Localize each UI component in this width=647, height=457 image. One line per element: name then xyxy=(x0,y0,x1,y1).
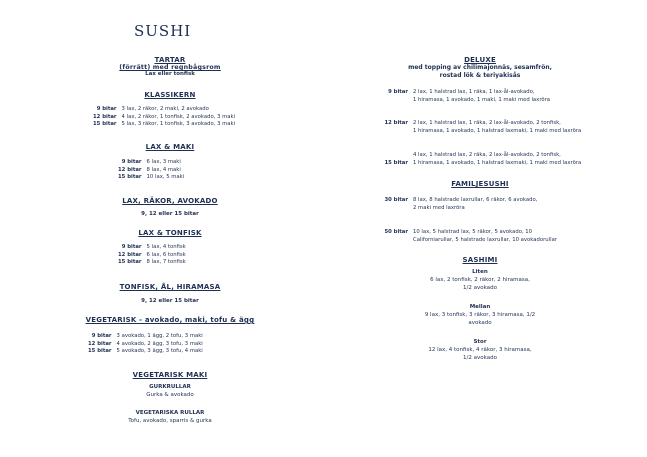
sashimi-size-name: Liten xyxy=(472,269,488,275)
tartar-heading: TARTAR xyxy=(154,56,186,64)
deluxe-12-row xyxy=(372,120,581,135)
sashimi-size-desc: 12 lax, 4 tonfisk, 4 räkor, 3 hiramasa, xyxy=(428,347,532,353)
section-lax-rakor xyxy=(70,197,270,217)
familje-50-row xyxy=(372,229,557,244)
lax-tonfisk-table xyxy=(118,244,186,267)
section-lax-tonfisk xyxy=(70,229,270,237)
sashimi-size-desc: 1/2 avokado xyxy=(463,285,497,291)
familje-30-row xyxy=(372,197,537,212)
section-lax-maki xyxy=(70,143,270,151)
tartar-subheading: (förrätt) med regnbågsrom xyxy=(119,64,221,71)
veg-maki-item-name: GURKRULLAR xyxy=(149,384,191,390)
sashimi-size-desc: 9 lax, 3 tonfisk, 3 räkor, 3 hiramasa, 1/2 xyxy=(424,312,536,318)
tonfisk-al-heading: TONFISK, ÅL, HIRAMASA xyxy=(119,283,221,291)
table-row: 12 bitar 6 lax, 6 tonfisk xyxy=(118,251,186,258)
tonfisk-al-sizes: 9, 12 eller 15 bitar xyxy=(141,298,199,304)
table-row: 50 bitar 10 lax, 5 halstrad lax, 5 räkor, 5 avokado, 10 Californiarullar, 5 halstrade laxrullar, 10 avokadorullar xyxy=(384,229,558,243)
table-row: 9 bitar 3 avokado, 1 ägg, 2 tofu, 3 maki xyxy=(91,333,203,339)
section-familjesushi xyxy=(370,180,590,188)
deluxe-heading: DELUXE xyxy=(464,56,496,64)
table-row: 15 bitar 5 avokado, 3 ägg, 3 tofu, 4 maki xyxy=(88,348,203,355)
deluxe-15-row xyxy=(372,152,581,167)
sashimi-size-name: Stor xyxy=(473,339,487,345)
table-row: 15 bitar 5 lax, 3 räkor, 1 tonfisk, 3 avokado, 3 maki xyxy=(93,121,236,128)
deluxe-subtitle-1: med topping av chilimajonnäs, sesamfrön, xyxy=(408,64,552,71)
section-tartar xyxy=(70,56,270,78)
table-row: 12 bitar 4 lax, 2 räkor, 1 tonfisk, 2 avokado, 3 maki xyxy=(93,113,236,120)
sashimi-size-desc: 1/2 avokado xyxy=(463,355,497,361)
veg-maki-item-desc: Tofu, avokado, sparris & gurka xyxy=(128,418,212,424)
table-row: 15 bitar 4 lax, 1 halstrad lax, 2 räka, 2 lax-ål-avokado, 2 tonfisk, 1 hiramasa, 1 avokado, 1 halstrad laxmaki, 1 maki med laxröra xyxy=(384,152,582,166)
lax-tonfisk-heading: LAX & TONFISK xyxy=(138,229,202,237)
lax-rakor-sizes: 9, 12 eller 15 bitar xyxy=(141,211,199,217)
sashimi-size-name: Mellan xyxy=(469,304,491,310)
table-row: 9 bitar 5 lax, 4 tonfisk xyxy=(121,244,186,250)
lax-maki-heading: LAX & MAKI xyxy=(145,143,195,151)
table-row: 12 bitar 2 lax, 1 halstrad lax, 1 räka, 2 lax-ål-avokado, 2 tonfisk, 1 hiramasa, 1 avokado, 1 halstrad laxmaki, 1 maki med laxröra xyxy=(384,120,582,134)
table-row: 12 bitar 4 avokado, 2 ägg, 3 tofu, 3 maki xyxy=(88,340,203,347)
sashimi-size-desc: 6 lax, 2 tonfisk, 2 räkor, 2 hiramasa, xyxy=(430,277,530,283)
lax-rakor-heading: LAX, RÄKOR, AVOKADO xyxy=(122,197,218,205)
veg-maki-heading: VEGETARISK MAKI xyxy=(132,371,208,379)
table-row: 9 bitar 2 lax, 1 halstrad lax, 1 räka, 1 lax-ål-avokado, 1 hiramasa, 1 avokado, 1 maki, 1 maki med laxröra xyxy=(388,89,551,103)
vegetarisk-table xyxy=(88,333,203,356)
page-title: SUSHI xyxy=(134,22,192,40)
section-veg-maki xyxy=(70,371,270,425)
veg-maki-item-desc: Gurka & avokado xyxy=(146,392,194,398)
section-tonfisk-al xyxy=(70,283,270,304)
section-sashimi xyxy=(370,256,590,362)
familjesushi-heading: FAMILJESUSHI xyxy=(451,180,509,188)
table-row: 9 bitar 3 lax, 2 räkor, 2 maki, 2 avokado xyxy=(96,106,209,112)
sashimi-size-desc: avokado xyxy=(468,320,492,326)
klassikern-heading: KLASSIKERN xyxy=(144,91,196,99)
sashimi-heading: SASHIMI xyxy=(462,256,498,264)
section-vegetarisk xyxy=(70,316,270,324)
deluxe-subtitle-2: rostad lök & teriyakisås xyxy=(439,72,521,79)
table-row: 12 bitar 8 lax, 4 maki xyxy=(118,166,181,173)
deluxe-9-row xyxy=(372,89,550,104)
table-row: 15 bitar 8 lax, 7 tonfisk xyxy=(118,259,186,266)
lax-maki-table xyxy=(118,159,184,182)
table-row: 30 bitar 8 lax, 8 halstrade laxrullar, 6 räkor, 6 avokado, 2 maki med laxröra xyxy=(384,197,538,211)
veg-maki-item-name: VEGETARISKA RULLAR xyxy=(135,410,205,416)
vegetarisk-heading: VEGETARISK - avokado, maki, tofu & ägg xyxy=(85,316,255,324)
klassikern-table xyxy=(93,106,235,129)
section-klassikern xyxy=(70,91,270,99)
table-row: 15 bitar 10 lax, 5 maki xyxy=(118,174,185,181)
tartar-note: Lax eller tonfisk xyxy=(145,71,195,77)
table-row: 9 bitar 6 lax, 3 maki xyxy=(121,159,181,165)
section-deluxe xyxy=(370,56,590,80)
